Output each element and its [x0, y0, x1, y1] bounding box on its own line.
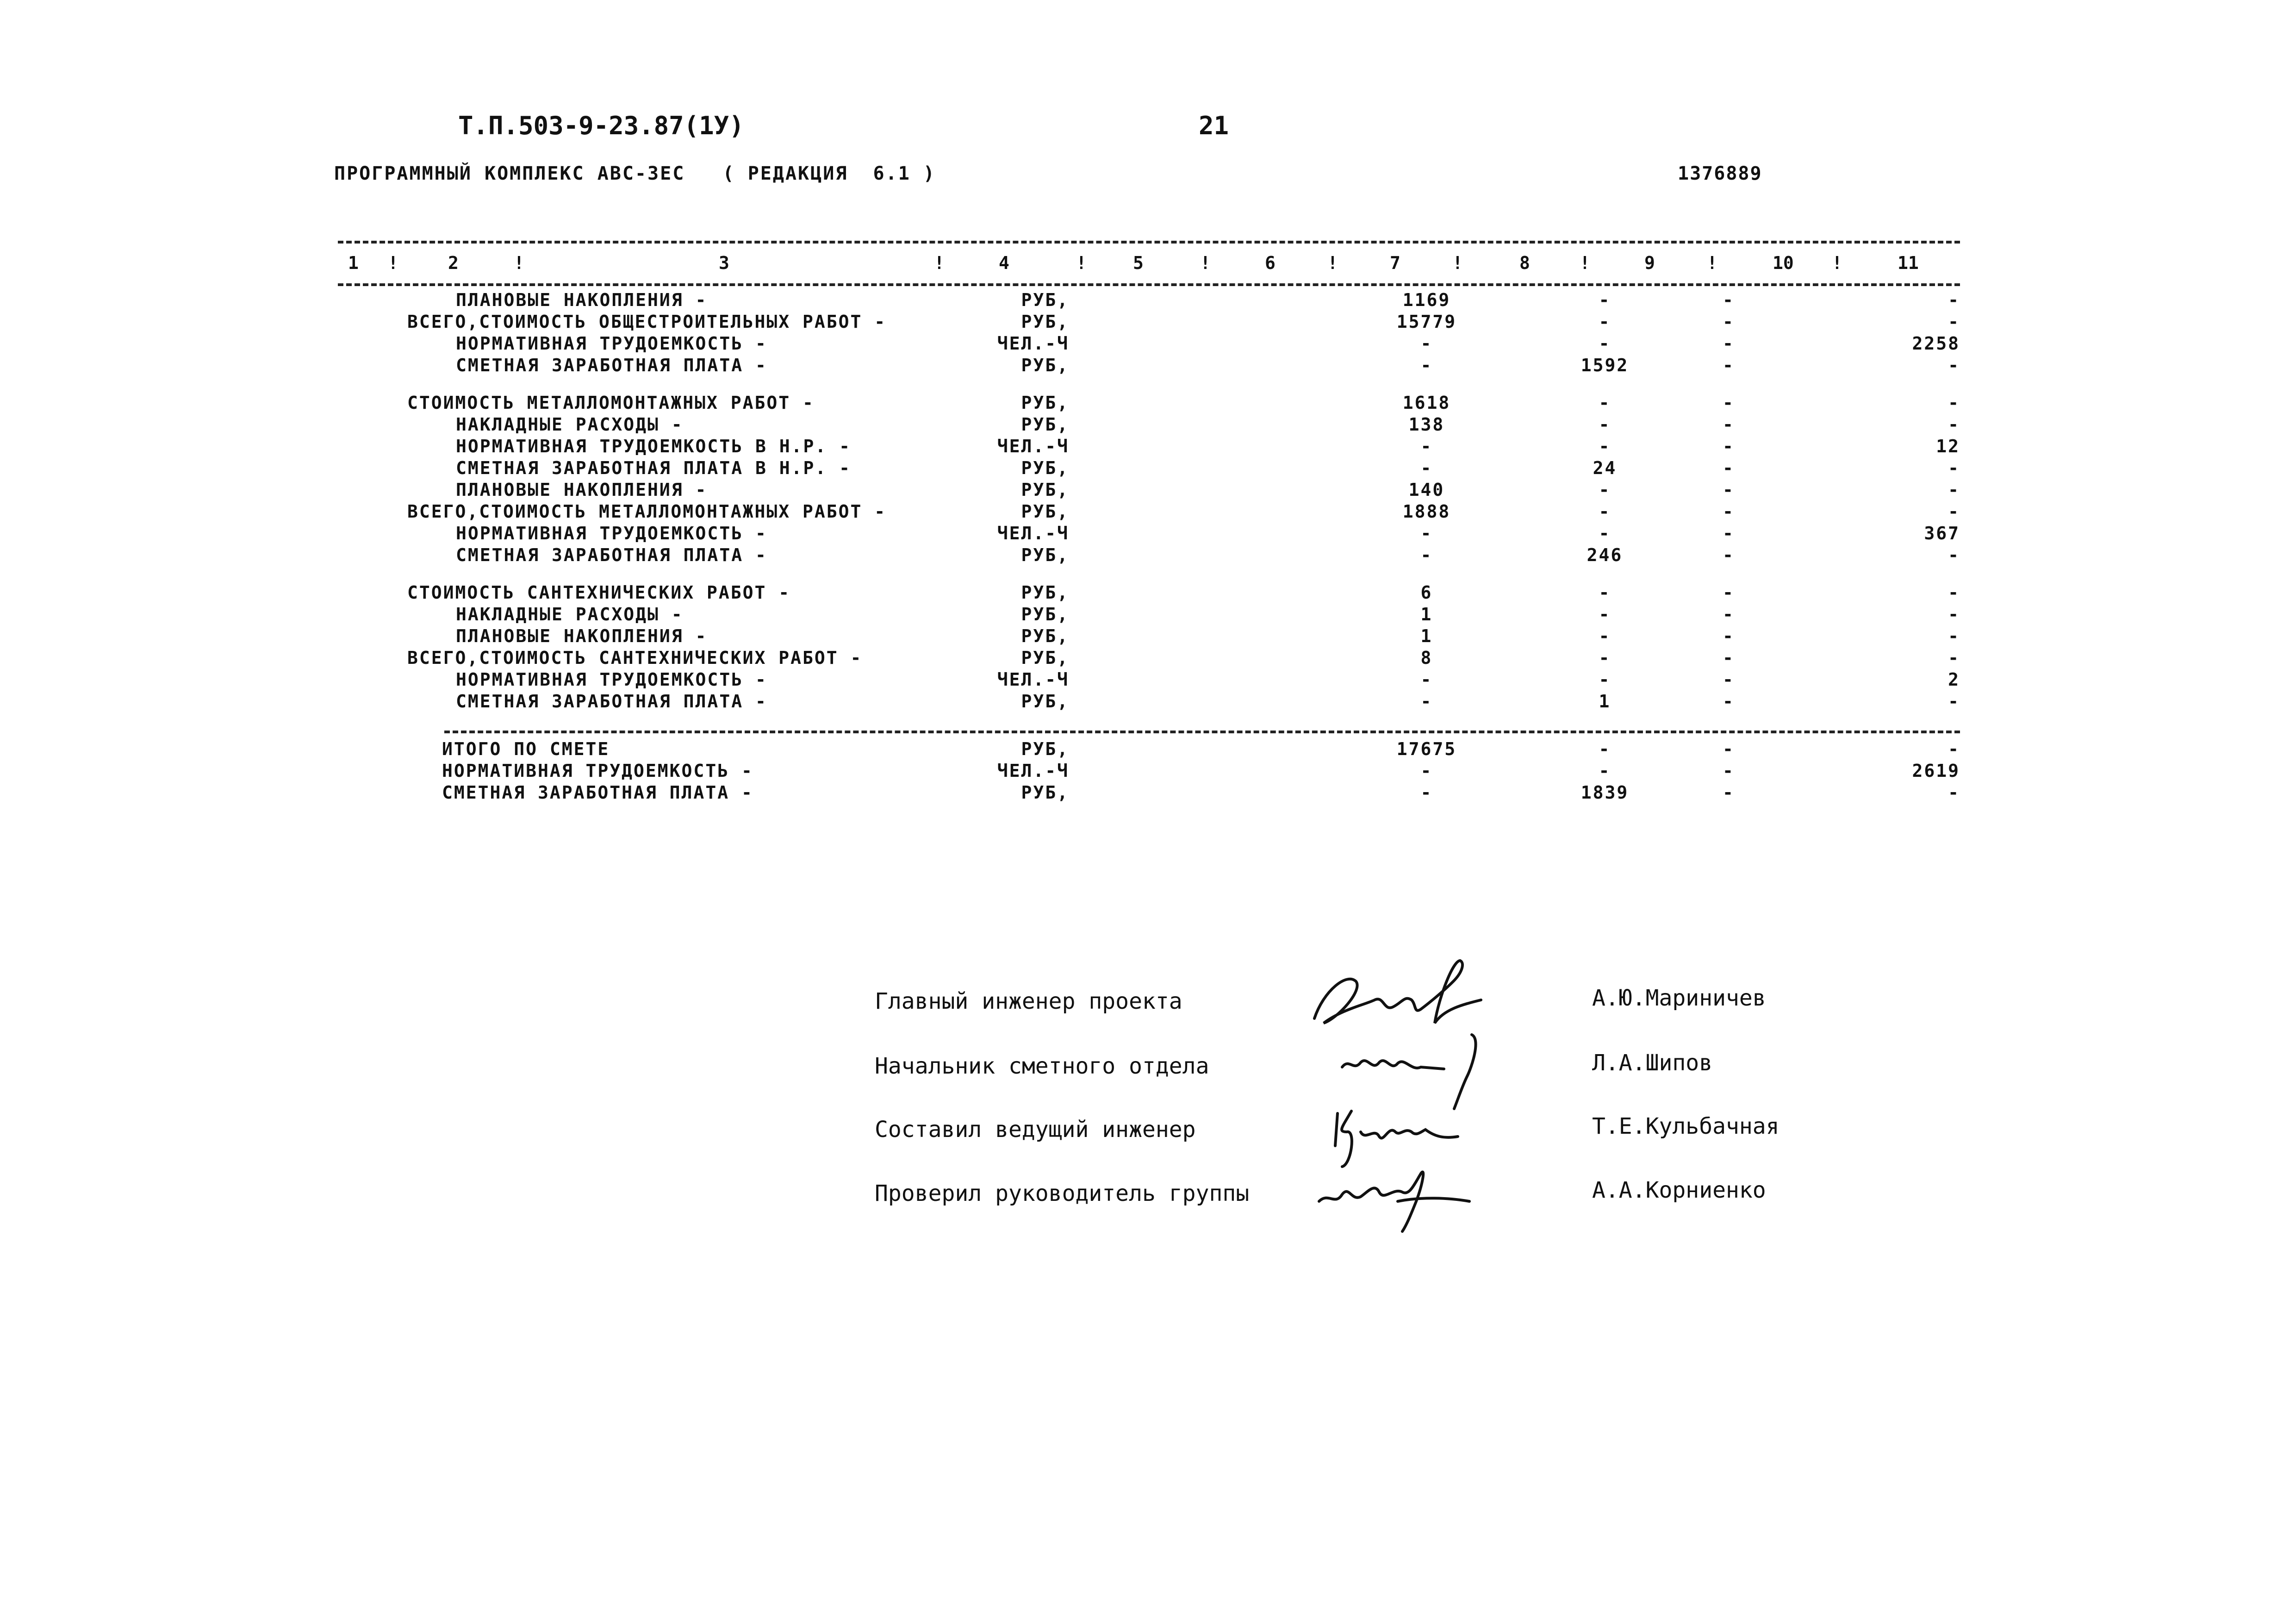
col9-value: - [1723, 669, 1735, 690]
col8-value: - [1599, 480, 1611, 500]
empty-cell [1069, 333, 1310, 355]
col11-value: - [1948, 355, 1960, 375]
table-row [338, 647, 1960, 669]
row-label: СМЕТНАЯ ЗАРАБОТНАЯ ПЛАТА - [442, 782, 753, 803]
row-label: НОРМАТИВНАЯ ТРУДОЕМКОСТЬ - [456, 523, 767, 543]
col8-value: - [1599, 523, 1611, 543]
row-label: СМЕТНАЯ ЗАРАБОТНАЯ ПЛАТА - [456, 355, 767, 375]
table-row [338, 333, 1960, 355]
col11-value: 12 [1936, 436, 1960, 456]
table-row [338, 760, 1960, 782]
col7-value: - [1420, 761, 1433, 781]
empty-cell [1069, 760, 1310, 782]
col8-value: - [1599, 761, 1611, 781]
col-header-9: 9 [1644, 253, 1655, 273]
col8-value: 1839 [1580, 782, 1629, 803]
col11-value: 2 [1948, 669, 1960, 690]
row-unit: ЧЕЛ.-Ч [997, 436, 1069, 456]
table-row [338, 479, 1960, 501]
col-header-3: 3 [719, 253, 729, 273]
col8-value: - [1599, 501, 1611, 522]
col8-value: - [1599, 739, 1611, 759]
signatory-name: Л.А.Шипов [1592, 1050, 1713, 1076]
col-separator: ! [1707, 253, 1717, 273]
col8-value: 24 [1593, 458, 1617, 478]
row-unit: РУБ, [1021, 480, 1069, 500]
col9-value: - [1723, 355, 1735, 375]
col7-value: 6 [1420, 582, 1433, 603]
col8-value: - [1599, 436, 1611, 456]
col9-value: - [1723, 604, 1735, 625]
col11-value: - [1948, 290, 1960, 310]
empty-cell [1069, 392, 1310, 414]
empty-cell [1069, 311, 1310, 333]
row-unit: ЧЕЛ.-Ч [997, 523, 1069, 543]
col7-value: 8 [1420, 648, 1433, 668]
col8-value: - [1599, 393, 1611, 413]
col7-value: 1169 [1402, 290, 1451, 310]
empty-cell [1069, 544, 1310, 566]
col7-value: 15779 [1396, 312, 1457, 332]
table-row [338, 392, 1960, 414]
col8-value: - [1599, 669, 1611, 690]
col9-value: - [1723, 436, 1735, 456]
empty-cell [1069, 523, 1310, 544]
row-unit: РУБ, [1021, 782, 1069, 803]
row-label: СМЕТНАЯ ЗАРАБОТНАЯ ПЛАТА - [456, 691, 767, 712]
row-label: ПЛАНОВЫЕ НАКОПЛЕНИЯ - [456, 480, 708, 500]
empty-cell [1069, 414, 1310, 436]
row-unit: ЧЕЛ.-Ч [997, 761, 1069, 781]
handwritten-signature [1324, 1104, 1462, 1169]
table-row [338, 501, 1960, 523]
col9-value: - [1723, 501, 1735, 522]
col7-value: 138 [1408, 414, 1445, 435]
table-row [338, 457, 1960, 479]
empty-cell [1069, 289, 1310, 311]
col-header-10: 10 [1773, 253, 1794, 273]
col-separator: ! [1832, 253, 1842, 273]
row-unit: РУБ, [1021, 458, 1069, 478]
col11-value: 2619 [1912, 761, 1960, 781]
col7-value: - [1420, 669, 1433, 690]
col11-value: - [1948, 414, 1960, 435]
totals-rule [444, 731, 1960, 733]
col11-value: - [1948, 604, 1960, 625]
col-separator: ! [1452, 253, 1463, 273]
row-unit: ЧЕЛ.-Ч [997, 333, 1069, 354]
row-unit: РУБ, [1021, 582, 1069, 603]
col7-value: 1888 [1402, 501, 1451, 522]
empty-cell [1069, 582, 1310, 604]
col-header-5: 5 [1133, 253, 1144, 273]
col9-value: - [1723, 523, 1735, 543]
col8-value: - [1599, 604, 1611, 625]
row-unit: РУБ, [1021, 626, 1069, 646]
page-number: 21 [1199, 111, 1229, 140]
row-unit: РУБ, [1021, 739, 1069, 759]
col8-value: 246 [1587, 545, 1623, 565]
program-title: ПРОГРАММНЫЙ КОМПЛЕКС АВС-ЗЕС ( РЕДАКЦИЯ 6.1 ) [334, 163, 936, 184]
col9-value: - [1723, 480, 1735, 500]
signatory-name: Т.Е.Кульбачная [1592, 1113, 1780, 1139]
row-label: НОРМАТИВНАЯ ТРУДОЕМКОСТЬ В Н.Р. - [456, 436, 851, 456]
empty-cell [1069, 647, 1310, 669]
table-row [338, 355, 1960, 376]
handwritten-signature [1333, 1030, 1500, 1113]
row-label: НОРМАТИВНАЯ ТРУДОЕМКОСТЬ - [456, 669, 767, 690]
spacer-row [338, 376, 1960, 392]
col7-value: - [1420, 523, 1433, 543]
table-row [338, 311, 1960, 333]
col-header-8: 8 [1519, 253, 1530, 273]
row-label: НАКЛАДНЫЕ РАСХОДЫ - [456, 604, 684, 625]
col11-value: - [1948, 480, 1960, 500]
col11-value: - [1948, 648, 1960, 668]
signatory-title: Составил ведущий инженер [875, 1117, 1196, 1143]
col7-value: - [1420, 333, 1433, 354]
row-label: СМЕТНАЯ ЗАРАБОТНАЯ ПЛАТА - [456, 545, 767, 565]
col11-value: 2258 [1912, 333, 1960, 354]
row-label: ПЛАНОВЫЕ НАКОПЛЕНИЯ - [456, 626, 708, 646]
col-separator: ! [1580, 253, 1590, 273]
col8-value: 1592 [1580, 355, 1629, 375]
col-separator: ! [1200, 253, 1211, 273]
col9-value: - [1723, 691, 1735, 712]
row-label: СМЕТНАЯ ЗАРАБОТНАЯ ПЛАТА В Н.Р. - [456, 458, 851, 478]
col8-value: - [1599, 626, 1611, 646]
col-separator: ! [514, 253, 524, 273]
col-header-2: 2 [448, 253, 459, 273]
col-header-11: 11 [1898, 253, 1919, 273]
col9-value: - [1723, 782, 1735, 803]
col11-value: - [1948, 739, 1960, 759]
col9-value: - [1723, 626, 1735, 646]
col-separator: ! [1327, 253, 1338, 273]
col7-value: - [1420, 782, 1433, 803]
row-label: ВСЕГО,СТОИМОСТЬ ОБЩЕСТРОИТЕЛЬНЫХ РАБОТ - [407, 312, 887, 332]
table-row [338, 604, 1960, 625]
col7-value: - [1420, 691, 1433, 712]
empty-cell [1069, 501, 1310, 523]
col11-value: - [1948, 782, 1960, 803]
empty-cell [1069, 738, 1310, 760]
col7-value: 1 [1420, 604, 1433, 625]
col-separator: ! [1076, 253, 1087, 273]
totals-table [338, 738, 1960, 804]
table-top-rule [338, 241, 1960, 244]
row-unit: РУБ, [1021, 355, 1069, 375]
table-row [338, 691, 1960, 712]
col-header-1: 1 [348, 253, 359, 273]
col7-value: 140 [1408, 480, 1445, 500]
col-separator: ! [934, 253, 945, 273]
document-code: Т.П.503-9-23.87(1У) [458, 111, 744, 140]
estimate-table [338, 289, 1960, 712]
handwritten-signature [1310, 1164, 1476, 1234]
row-unit: РУБ, [1021, 501, 1069, 522]
table-row [338, 582, 1960, 604]
row-unit: РУБ, [1021, 312, 1069, 332]
col7-value: - [1420, 458, 1433, 478]
col9-value: - [1723, 312, 1735, 332]
row-label: ВСЕГО,СТОИМОСТЬ МЕТАЛЛОМОНТАЖНЫХ РАБОТ - [407, 501, 887, 522]
empty-cell [1069, 355, 1310, 376]
col11-value: - [1948, 393, 1960, 413]
row-label: НОРМАТИВНАЯ ТРУДОЕМКОСТЬ - [456, 333, 767, 354]
col-header-7: 7 [1390, 253, 1400, 273]
empty-cell [1069, 479, 1310, 501]
col11-value: - [1948, 626, 1960, 646]
row-label: ПЛАНОВЫЕ НАКОПЛЕНИЯ - [456, 290, 708, 310]
row-unit: РУБ, [1021, 691, 1069, 712]
row-unit: РУБ, [1021, 414, 1069, 435]
table-row [338, 436, 1960, 457]
col9-value: - [1723, 290, 1735, 310]
table-row [338, 738, 1960, 760]
col11-value: - [1948, 458, 1960, 478]
col9-value: - [1723, 648, 1735, 668]
table-row [338, 782, 1960, 804]
document-number: 1376889 [1678, 163, 1762, 184]
signatory-title: Проверил руководитель группы [875, 1181, 1250, 1206]
col7-value: - [1420, 355, 1433, 375]
empty-cell [1069, 604, 1310, 625]
col8-value: 1 [1599, 691, 1611, 712]
signatory-title: Главный инженер проекта [875, 988, 1182, 1014]
row-unit: РУБ, [1021, 604, 1069, 625]
col7-value: - [1420, 436, 1433, 456]
col8-value: - [1599, 414, 1611, 435]
row-unit: ЧЕЛ.-Ч [997, 669, 1069, 690]
col9-value: - [1723, 545, 1735, 565]
empty-cell [1069, 436, 1310, 457]
row-label: НОРМАТИВНАЯ ТРУДОЕМКОСТЬ - [442, 761, 753, 781]
col9-value: - [1723, 582, 1735, 603]
col11-value: - [1948, 545, 1960, 565]
col-header-4: 4 [999, 253, 1009, 273]
empty-cell [1069, 457, 1310, 479]
col9-value: - [1723, 739, 1735, 759]
col11-value: - [1948, 501, 1960, 522]
table-row [338, 289, 1960, 311]
table-row [338, 544, 1960, 566]
col8-value: - [1599, 333, 1611, 354]
col9-value: - [1723, 414, 1735, 435]
empty-cell [1069, 782, 1310, 804]
row-unit: РУБ, [1021, 648, 1069, 668]
spacer-row [338, 566, 1960, 582]
col9-value: - [1723, 761, 1735, 781]
col7-value: - [1420, 545, 1433, 565]
row-label: ВСЕГО,СТОИМОСТЬ САНТЕХНИЧЕСКИХ РАБОТ - [407, 648, 863, 668]
spacer-cell [338, 566, 1960, 582]
row-unit: РУБ, [1021, 545, 1069, 565]
col7-value: 17675 [1396, 739, 1457, 759]
empty-cell [1069, 669, 1310, 691]
col11-value: - [1948, 691, 1960, 712]
empty-cell [1069, 691, 1310, 712]
signatory-name: А.А.Корниенко [1592, 1177, 1766, 1203]
col11-value: - [1948, 582, 1960, 603]
col9-value: - [1723, 393, 1735, 413]
col8-value: - [1599, 648, 1611, 668]
row-unit: РУБ, [1021, 290, 1069, 310]
col8-value: - [1599, 290, 1611, 310]
col8-value: - [1599, 582, 1611, 603]
row-label: СТОИМОСТЬ САНТЕХНИЧЕСКИХ РАБОТ - [407, 582, 791, 603]
col11-value: - [1948, 312, 1960, 332]
col8-value: - [1599, 312, 1611, 332]
row-unit: РУБ, [1021, 393, 1069, 413]
signatory-title: Начальник сметного отдела [875, 1053, 1209, 1079]
col7-value: 1 [1420, 626, 1433, 646]
table-row [338, 669, 1960, 691]
col9-value: - [1723, 333, 1735, 354]
row-label: ИТОГО ПО СМЕТЕ [442, 739, 610, 759]
spacer-cell [338, 376, 1960, 392]
row-label: СТОИМОСТЬ МЕТАЛЛОМОНТАЖНЫХ РАБОТ - [407, 393, 815, 413]
col7-value: 1618 [1402, 393, 1451, 413]
table-row [338, 625, 1960, 647]
row-label: НАКЛАДНЫЕ РАСХОДЫ - [456, 414, 684, 435]
col-header-6: 6 [1265, 253, 1276, 273]
empty-cell [1069, 625, 1310, 647]
table-row [338, 414, 1960, 436]
table-row [338, 523, 1960, 544]
table-header-rule [338, 283, 1960, 286]
col9-value: - [1723, 458, 1735, 478]
col11-value: 367 [1924, 523, 1960, 543]
col-separator: ! [388, 253, 398, 273]
signatory-name: А.Ю.Мариничев [1592, 985, 1766, 1011]
